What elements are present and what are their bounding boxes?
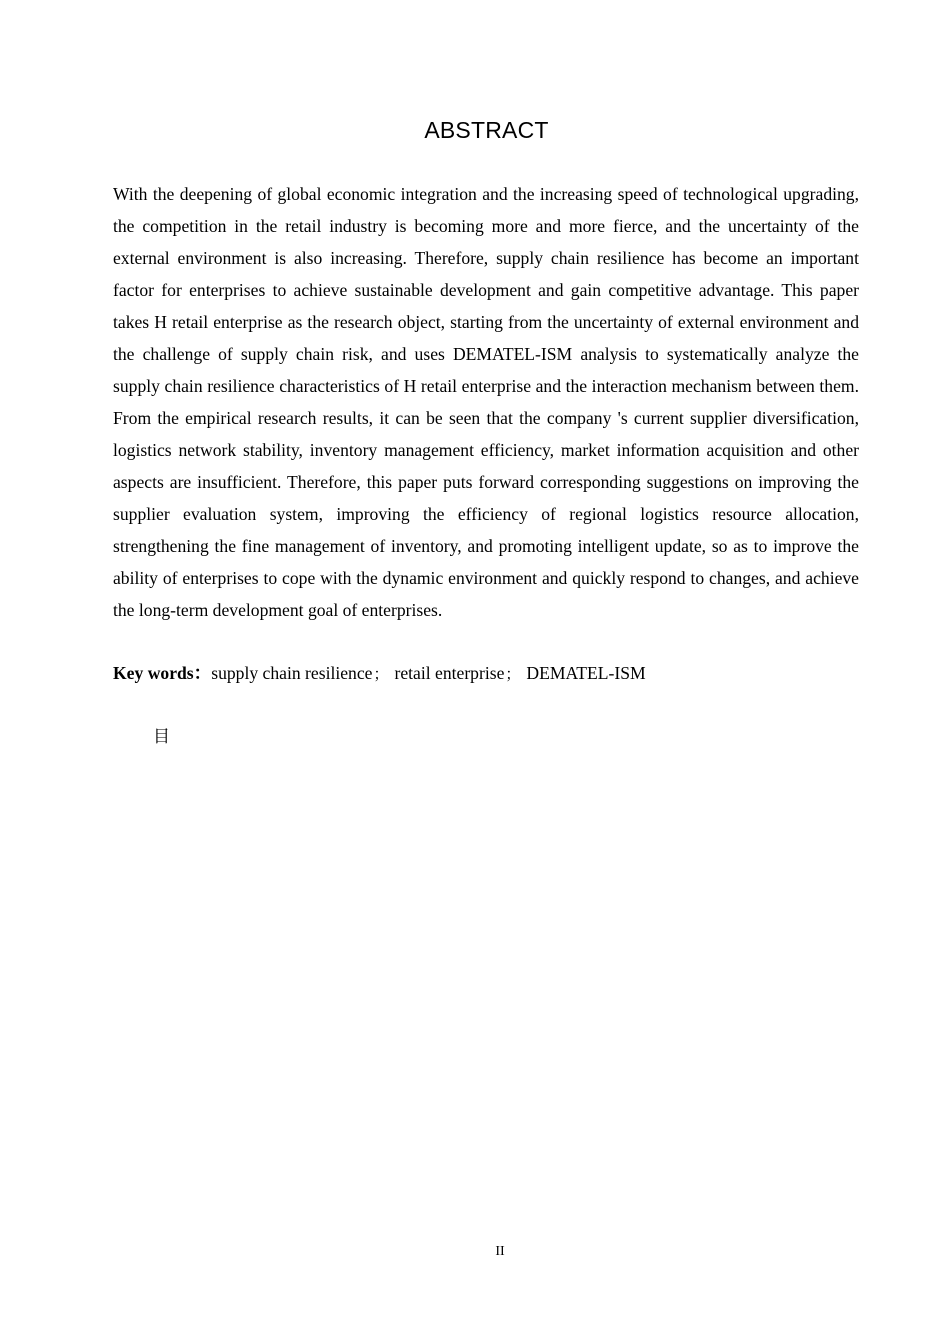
page-number: II (495, 1244, 505, 1259)
keywords-label: Key words： (113, 663, 212, 683)
abstract-title: ABSTRACT (424, 117, 549, 143)
keyword-item: DEMATEL-ISM (526, 663, 646, 683)
toc-heading-fragment: 目 (153, 727, 170, 747)
keyword-separator: ； (505, 665, 521, 683)
keywords-line (113, 657, 859, 690)
keyword-separator: ； (373, 665, 389, 683)
keyword-item: retail enterprise (394, 663, 505, 683)
keyword-item: supply chain resilience (211, 663, 373, 683)
abstract-paragraph: With the deepening of global economic integration and the increasing speed of technological upgrading, the competition in the retail industry is becoming more and more fierce, and the uncertainty of the external environment is also increasing. Therefore, supply chain resilience has become an important factor for enterprises to achieve sustainable development and gain competitive advantage. This paper takes H retail enterprise as the research object, starting from the uncertainty of external environment and the challenge of supply chain risk, and uses DEMATEL-ISM analysis to systematically analyze the supply chain resilience characteristics of H retail enterprise and the interaction mechanism between them. From the empirical research results, it can be seen that the company 's current supplier diversification, logistics network stability, inventory management efficiency, market information acquisition and other aspects are insufficient. Therefore, this paper puts forward corresponding suggestions on improving the supplier evaluation system, improving the efficiency of regional logistics resource allocation, strengthening the fine management of inventory, and promoting intelligent update, so as to improve the ability of enterprises to cope with the dynamic environment and quickly respond to changes, and achieve the long-term development goal of enterprises. (113, 184, 859, 620)
